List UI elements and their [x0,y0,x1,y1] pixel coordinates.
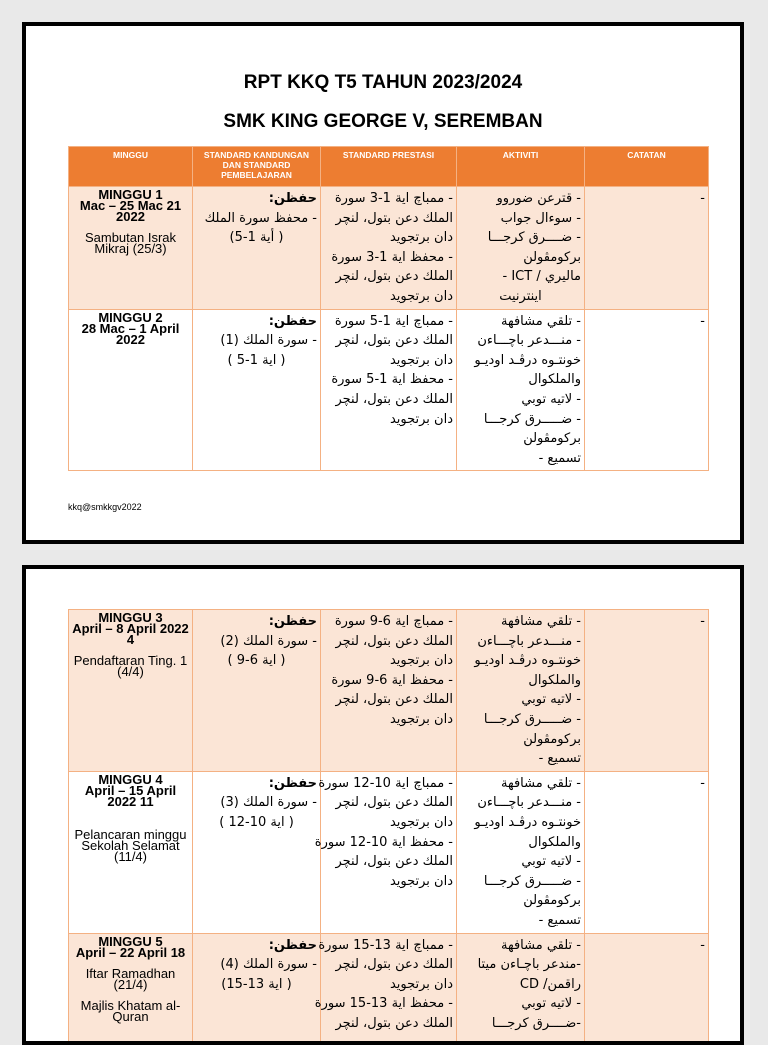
aktiviti-line: تسميع - [538,450,581,466]
catatan-line: - [700,775,705,791]
sp-cell [321,187,457,310]
catatan-cell [585,187,709,310]
table-row [69,933,709,1043]
document-page-2 [22,565,744,1045]
aktiviti-line: - تلقي مشافهة [501,937,581,953]
catatan-line: - [700,313,705,329]
sk-line: حفظن: [268,775,317,791]
header-minggu: MINGGU [69,147,193,187]
week-dates: April – 22 April 18 [75,944,186,960]
catatan-cell [585,610,709,772]
aktiviti-cell [457,309,585,471]
aktiviti-line: - سوءال جواب [500,210,581,226]
week-dates: April – 15 April 2022 11 [84,782,177,809]
aktiviti-line: - ضـــــرق كرجـــا [483,711,581,727]
aktiviti-line: - ضـــــرق كرجـــا [483,873,581,889]
week-number: MINGGU 5 [98,933,163,949]
sp-line: دان برتجويد [389,411,453,427]
aktiviti-line: - لاتيه توبي [521,692,581,708]
aktiviti-line: اينترنيت [499,288,542,304]
sp-line: دان برتجويد [389,976,453,992]
document-page-1 [22,22,744,544]
week-cell [69,610,193,772]
aktiviti-line: - منـــدعر باچـــاءن [477,633,581,649]
week-number: MINGGU 1 [98,187,163,202]
catatan-line: - [700,937,705,953]
catatan-line: - [700,614,705,629]
sp-line: دان برتجويد [389,873,453,889]
sk-cell [193,309,321,471]
sk-line: حفظن: [268,313,317,329]
catatan-cell [585,771,709,933]
sk-line: حفظن: [268,191,317,206]
sk-line: حفظن: [268,614,317,629]
aktiviti-line: - قترعن ضوروو [496,191,581,206]
sp-line: - ممباچ اية 1-5 سورة [334,313,453,329]
header-standard-prestasi: STANDARD PRESTASI [321,147,457,187]
sp-line: الملك دعن بتول، لنچر [335,633,453,649]
week-dates: Mac – 25 Mac 21 2022 [79,198,182,224]
sp-line: الملك دعن بتول، لنچر [335,391,453,407]
sk-cell [193,187,321,310]
sp-line: - محفظ اية 1-5 سورة [331,372,453,388]
sp-line: دان برتجويد [389,711,453,727]
aktiviti-line: خونتـوه درڤـد اوديـو [474,814,581,830]
aktiviti-line: والملكوال [528,834,581,850]
aktiviti-line: - لاتيه توبي [521,996,581,1012]
rpt-table-page-2 [68,609,709,1044]
week-event: Sambutan Israk Mikraj (25/3) [84,230,177,256]
sp-line: الملك دعن بتول، لنچر [335,957,453,973]
sp-line: الملك دعن بتول، لنچر [335,1015,453,1031]
aktiviti-line: - تلقي مشافهة [501,313,581,329]
aktiviti-line: بركومڤولن [523,893,581,909]
document-title: RPT KKQ T5 TAHUN 2023/2024 [243,72,523,93]
sk-line: ( اية 6-9 ) [227,653,286,669]
catatan-line: - [700,191,705,206]
header-standard-kandungan: STANDARD KANDUNGAN DAN STANDARD PEMBELAJARAN [193,147,321,187]
sp-cell [321,309,457,471]
aktiviti-cell [457,610,585,772]
table-row [69,771,709,933]
week-cell [69,187,193,310]
week-cell [69,933,193,1043]
sp-cell [321,610,457,772]
sp-line: - ممباچ اية 13-15 سورة [318,937,453,953]
aktiviti-line: -ضــــرق كرجـــا [491,1015,581,1031]
aktiviti-line: -مندعر باچـاءن ميتا [477,957,581,973]
aktiviti-line: راقمن/ CD [519,976,581,992]
sp-cell [314,933,457,1043]
aktiviti-line: - منـــدعر باچـــاءن [477,333,581,349]
week-event: Pelancaran minggu Sekolah Selamat (11/4) [74,826,187,864]
aktiviti-line: تسميع - [538,751,581,767]
sp-line: - محفظ اية 6-9 سورة [331,672,453,688]
sp-line: دان برتجويد [389,653,453,669]
aktiviti-line: والملكوال [528,372,581,388]
footer-email: kkq@smkkgv2022 [68,502,142,512]
sp-line: دان برتجويد [389,352,453,368]
week-number: MINGGU 2 [98,309,163,325]
rpt-table-page-1 [68,146,709,471]
sk-line: ( اية 13-15) [221,976,292,992]
aktiviti-line: خونتـوه درڤـد اوديـو [474,653,581,669]
catatan-cell [585,933,709,1043]
sk-cell [193,771,321,933]
week-event: Pendaftaran Ting. 1 (4/4) [73,653,188,679]
week-cell [69,771,193,933]
aktiviti-line: بركومڤولن [523,431,581,447]
aktiviti-line: - لاتيه توبي [521,391,581,407]
week-event-2: Majlis Khatam al-Quran [80,997,181,1024]
aktiviti-line: - تلقي مشافهة [501,775,581,791]
sk-line: حفظن: [268,937,317,953]
aktiviti-cell [457,771,585,933]
sp-line: دان برتجويد [389,288,453,304]
week-dates: April – 8 April 2022 4 [72,621,189,647]
sp-line: دان برتجويد [389,230,453,246]
table-row [69,309,709,471]
sk-line: ( اية 10-12 ) [219,814,294,830]
catatan-cell [585,309,709,471]
sp-line: الملك دعن بتول، لنچر [335,854,453,870]
school-name: SMK KING GEORGE V, SEREMBAN [223,111,543,132]
aktiviti-line: - ضـــــرق كرجـــا [483,411,581,427]
sp-line: الملك دعن بتول، لنچر [335,269,453,285]
sk-line: - سورة الملك (2) [220,633,317,649]
sp-line: الملك دعن بتول، لنچر [335,692,453,708]
aktiviti-line: ماليري / ICT - [502,269,581,285]
aktiviti-line: خونتـوه درڤـد اوديـو [474,352,581,368]
header-catatan: CATATAN [585,147,709,187]
aktiviti-line: - لاتيه توبي [521,854,581,870]
sp-line: - محفظ اية 13-15 سورة [314,996,453,1012]
table-row [69,610,709,772]
aktiviti-line: بركومڤولن [523,731,581,747]
header-aktiviti: AKTIVITI [457,147,585,187]
week-event: Iftar Ramadhan (21/4) [85,965,176,992]
sp-line: - ممباچ اية 1-3 سورة [334,191,453,206]
sp-cell [314,771,457,933]
aktiviti-line: - ضــــرق كرجـــا [487,230,581,246]
sk-line: ( أية 1-5) [229,230,284,246]
week-cell [69,309,193,471]
aktiviti-line: تسميع - [538,912,581,928]
table-header-row [69,147,709,187]
sk-cell [193,610,321,772]
aktiviti-line: - منـــدعر باچـــاءن [477,795,581,811]
sk-cell [193,933,321,1043]
aktiviti-line: بركومڤولن [523,249,581,265]
aktiviti-line: والملكوال [528,672,581,688]
sk-line: ( اية 1-5 ) [227,352,286,368]
sk-line: - سورة الملك (1) [220,333,317,349]
week-number: MINGGU 4 [98,771,163,787]
sp-line: دان برتجويد [389,814,453,830]
aktiviti-line: - تلقي مشافهة [501,614,581,629]
sp-line: الملك دعن بتول، لنچر [335,795,453,811]
aktiviti-cell [457,187,585,310]
sp-line: الملك دعن بتول، لنچر [335,333,453,349]
sp-line: - ممباچ اية 10-12 سورة [318,775,453,791]
table-row [69,187,709,310]
sk-line: - محفظ سورة الملك [204,210,317,226]
sp-line: الملك دعن بتول، لنچر [335,210,453,226]
aktiviti-cell [457,933,585,1043]
week-dates: 28 Mac – 1 April 2022 [81,320,180,347]
sp-line: - محفظ اية 1-3 سورة [331,249,453,265]
sp-line: - ممباچ اية 6-9 سورة [334,614,453,629]
sp-line: - محفظ اية 10-12 سورة [314,834,453,850]
sk-line: - سورة الملك (3) [220,795,317,811]
week-number: MINGGU 3 [98,610,163,625]
sk-line: - سورة الملك (4) [220,957,317,973]
